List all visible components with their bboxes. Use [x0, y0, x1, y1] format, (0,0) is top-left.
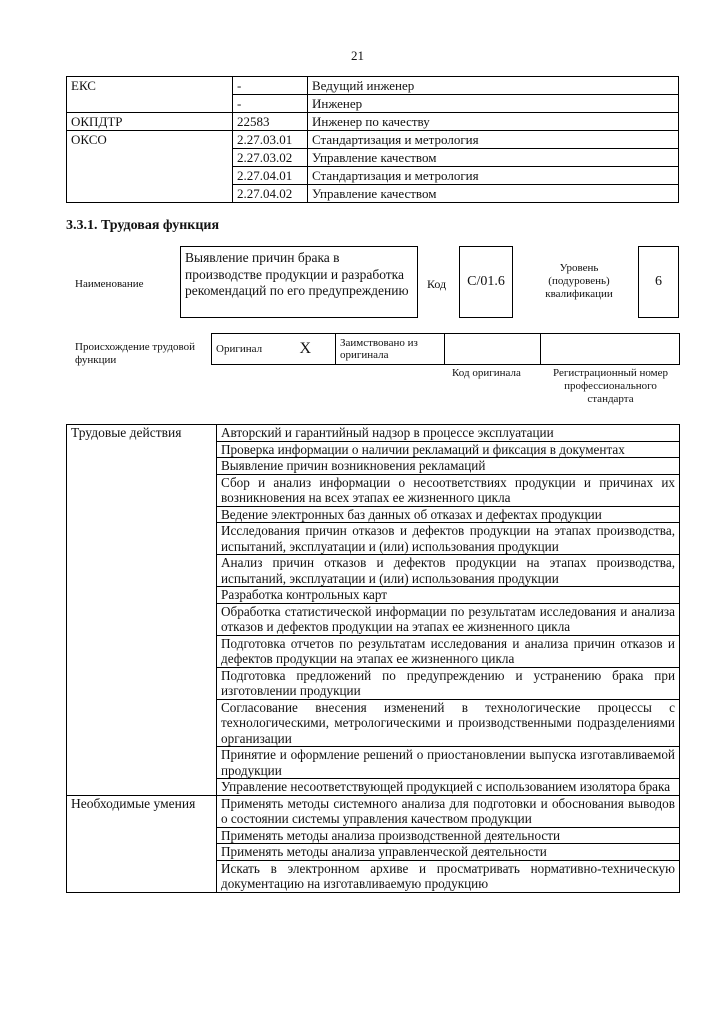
level-box	[638, 246, 679, 318]
skill-label: Необходимые умения	[67, 795, 217, 892]
labor-action-row	[67, 425, 680, 442]
skill-item: Применять методы системного анализа для подготовки и обоснования выводов о состоянии системы управления качеством продукции	[217, 795, 680, 827]
classification-name: Инженер по качеству	[308, 113, 679, 131]
function-code-box	[459, 246, 513, 318]
classification-row	[67, 149, 679, 167]
classification-row	[67, 113, 679, 131]
classification-code	[67, 149, 233, 167]
labor-action-item: Принятие и оформление решений о приостановлении выпуска изготавливаемой продукции	[217, 747, 680, 779]
classification-num: 22583	[233, 113, 308, 131]
classification-code	[67, 95, 233, 113]
original-label: Оригинал	[212, 334, 296, 365]
origin-table	[211, 333, 680, 365]
function-name-box: Выявление причин брака в производстве продукции и разработка рекомендаций по его предупреждению	[180, 246, 418, 318]
page-number: 21	[351, 48, 364, 63]
classification-num: 2.27.03.02	[233, 149, 308, 167]
classification-name: Управление качеством	[308, 185, 679, 203]
labor-action-item: Согласование внесения изменений в технологические процессы с технологическими, метрологическими и производственными подразделениями организации	[217, 699, 680, 747]
classification-code	[67, 167, 233, 185]
level-value: 6	[655, 274, 662, 289]
code-original-caption: Код оригинала	[452, 367, 521, 379]
actions-table	[66, 424, 680, 893]
skill-item: Применять методы анализа производственной деятельности	[217, 827, 680, 844]
skill-item: Искать в электронном архиве и просматривать нормативно-техническую документацию на изготавливаемую продукцию	[217, 860, 680, 892]
function-code-value: С/01.6	[467, 274, 505, 289]
labor-action-item: Подготовка предложений по предупреждению и устранению брака при изготовлении продукции	[217, 667, 680, 699]
labor-action-item: Проверка информации о наличии рекламаций и фиксация в документах	[217, 441, 680, 458]
reg-number-caption: Регистрационный номер профессионального стандарта	[552, 367, 669, 405]
classification-num: 2.27.03.01	[233, 131, 308, 149]
labor-action-item: Сбор и анализ информации о несоответствиях продукции и причинах их возникновения на всех этапах ее жизненного цикла	[217, 474, 680, 506]
classification-row	[67, 131, 679, 149]
classification-code: ОКСО	[67, 131, 233, 149]
labor-action-item: Ведение электронных баз данных об отказах и дефектах продукции	[217, 506, 680, 523]
labor-action-item: Исследования причин отказов и дефектов продукции на этапах производства, испытаний, эксплуатации и (или) использования продукции	[217, 523, 680, 555]
classification-row	[67, 185, 679, 203]
classification-num: -	[233, 95, 308, 113]
level-label: Уровень (подуровень) квалификации	[545, 262, 613, 300]
skill-row	[67, 795, 680, 827]
classification-table	[66, 76, 679, 203]
reg-number-cell	[541, 334, 680, 365]
labor-action-item: Подготовка отчетов по результатам исследования и анализа причин отказов и дефектов продукции на этапах ее жизненного цикла	[217, 635, 680, 667]
classification-name: Ведущий инженер	[308, 77, 679, 95]
labor-action-label: Трудовые действия	[67, 425, 217, 796]
labor-action-item: Выявление причин возникновения рекламаций	[217, 458, 680, 475]
classification-name: Инженер	[308, 95, 679, 113]
labor-action-item: Разработка контрольных карт	[217, 587, 680, 604]
classification-code	[67, 185, 233, 203]
classification-row	[67, 77, 679, 95]
labor-action-item: Авторский и гарантийный надзор в процессе эксплуатации	[217, 425, 680, 442]
section-title: 3.3.1. Трудовая функция	[66, 218, 220, 233]
classification-num: -	[233, 77, 308, 95]
classification-num: 2.27.04.02	[233, 185, 308, 203]
classification-name: Управление качеством	[308, 149, 679, 167]
code-label: Код	[427, 277, 447, 291]
classification-row	[67, 167, 679, 185]
name-label: Наименование	[75, 278, 144, 290]
classification-name: Стандартизация и метрология	[308, 131, 679, 149]
classification-name: Стандартизация и метрология	[308, 167, 679, 185]
original-mark: X	[296, 334, 336, 365]
borrowed-label: Заимствовано из оригинала	[336, 334, 445, 365]
skill-item: Применять методы анализа управленческой деятельности	[217, 844, 680, 861]
classification-code: ОКПДТР	[67, 113, 233, 131]
classification-num: 2.27.04.01	[233, 167, 308, 185]
origin-label: Происхождение трудовой функции	[75, 341, 196, 366]
labor-action-item: Анализ причин отказов и дефектов продукции на этапах производства, испытаний, эксплуатации и (или) использования продукции	[217, 555, 680, 587]
classification-row	[67, 95, 679, 113]
labor-action-item: Управление несоответствующей продукцией с использованием изолятора брака	[217, 779, 680, 796]
classification-code: ЕКС	[67, 77, 233, 95]
code-original-cell	[445, 334, 541, 365]
labor-action-item: Обработка статистической информации по результатам исследования и анализа отказов и дефектов продукции на этапах ее жизненного цикла	[217, 603, 680, 635]
